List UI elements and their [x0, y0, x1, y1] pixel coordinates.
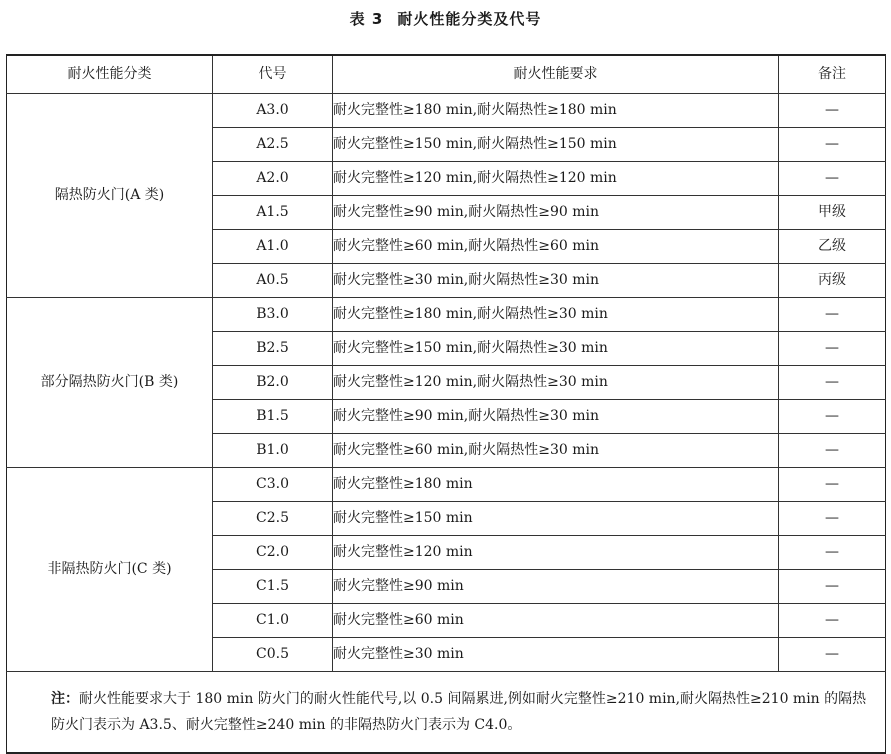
code-cell: C1.5 — [213, 570, 333, 604]
code-cell: B2.5 — [213, 332, 333, 366]
requirement-cell: 耐火完整性≥60 min — [333, 604, 779, 638]
code-cell: A2.0 — [213, 162, 333, 196]
header-note: 备注 — [779, 55, 886, 94]
table-caption — [0, 6, 891, 32]
requirement-cell: 耐火完整性≥150 min,耐火隔热性≥30 min — [333, 332, 779, 366]
note-cell: — — [779, 604, 886, 638]
requirement-cell: 耐火完整性≥120 min,耐火隔热性≥120 min — [333, 162, 779, 196]
code-cell: B1.5 — [213, 400, 333, 434]
requirement-cell: 耐火完整性≥180 min,耐火隔热性≥180 min — [333, 94, 779, 128]
category-cell: 部分隔热防火门(B 类) — [7, 298, 213, 468]
code-cell: C2.0 — [213, 536, 333, 570]
fire-resistance-table — [6, 54, 886, 754]
table-title: 耐火性能分类及代号 — [397, 10, 542, 28]
table-row — [7, 468, 886, 502]
note-cell: — — [779, 638, 886, 672]
requirement-cell: 耐火完整性≥90 min,耐火隔热性≥30 min — [333, 400, 779, 434]
requirement-cell: 耐火完整性≥120 min — [333, 536, 779, 570]
requirement-cell: 耐火完整性≥150 min — [333, 502, 779, 536]
note-cell: — — [779, 400, 886, 434]
code-cell: C1.0 — [213, 604, 333, 638]
code-cell: A1.0 — [213, 230, 333, 264]
note-cell: — — [779, 468, 886, 502]
header-requirement: 耐火性能要求 — [333, 55, 779, 94]
code-cell: A3.0 — [213, 94, 333, 128]
category-cell: 隔热防火门(A 类) — [7, 94, 213, 298]
category-cell: 非隔热防火门(C 类) — [7, 468, 213, 672]
code-cell: C0.5 — [213, 638, 333, 672]
requirement-cell: 耐火完整性≥30 min — [333, 638, 779, 672]
note-cell: — — [779, 536, 886, 570]
requirement-cell: 耐火完整性≥60 min,耐火隔热性≥60 min — [333, 230, 779, 264]
requirement-cell: 耐火完整性≥150 min,耐火隔热性≥150 min — [333, 128, 779, 162]
note-cell: — — [779, 434, 886, 468]
note-cell: — — [779, 366, 886, 400]
note-cell: 乙级 — [779, 230, 886, 264]
note-cell: — — [779, 162, 886, 196]
code-cell: C2.5 — [213, 502, 333, 536]
code-cell: B1.0 — [213, 434, 333, 468]
code-cell: B3.0 — [213, 298, 333, 332]
note-cell: — — [779, 298, 886, 332]
requirement-cell: 耐火完整性≥120 min,耐火隔热性≥30 min — [333, 366, 779, 400]
header-row — [7, 55, 886, 94]
footnote-row — [7, 672, 886, 754]
requirement-cell: 耐火完整性≥180 min,耐火隔热性≥30 min — [333, 298, 779, 332]
code-cell: A2.5 — [213, 128, 333, 162]
code-cell: A1.5 — [213, 196, 333, 230]
note-cell: — — [779, 570, 886, 604]
table-number: 表 3 — [349, 10, 384, 28]
code-cell: A0.5 — [213, 264, 333, 298]
note-cell: — — [779, 502, 886, 536]
note-cell: — — [779, 94, 886, 128]
code-cell: B2.0 — [213, 366, 333, 400]
footnote-label: 注： — [51, 691, 79, 707]
requirement-cell: 耐火完整性≥90 min,耐火隔热性≥90 min — [333, 196, 779, 230]
note-cell: — — [779, 128, 886, 162]
code-cell: C3.0 — [213, 468, 333, 502]
note-cell: 丙级 — [779, 264, 886, 298]
requirement-cell: 耐火完整性≥90 min — [333, 570, 779, 604]
requirement-cell: 耐火完整性≥30 min,耐火隔热性≥30 min — [333, 264, 779, 298]
footnote-cell — [7, 672, 886, 754]
footnote-text: 耐火性能要求大于 180 min 防火门的耐火性能代号,以 0.5 间隔累进,例如耐火完整性≥210 min,耐火隔热性≥210 min 的隔热防火门表示为 A3.5、耐火完整性≥240 min 的非隔热防火门表示为 C4.0。 — [51, 691, 867, 733]
note-cell: — — [779, 332, 886, 366]
header-category: 耐火性能分类 — [7, 55, 213, 94]
header-code: 代号 — [213, 55, 333, 94]
table-row — [7, 94, 886, 128]
requirement-cell: 耐火完整性≥180 min — [333, 468, 779, 502]
requirement-cell: 耐火完整性≥60 min,耐火隔热性≥30 min — [333, 434, 779, 468]
table-row — [7, 298, 886, 332]
note-cell: 甲级 — [779, 196, 886, 230]
